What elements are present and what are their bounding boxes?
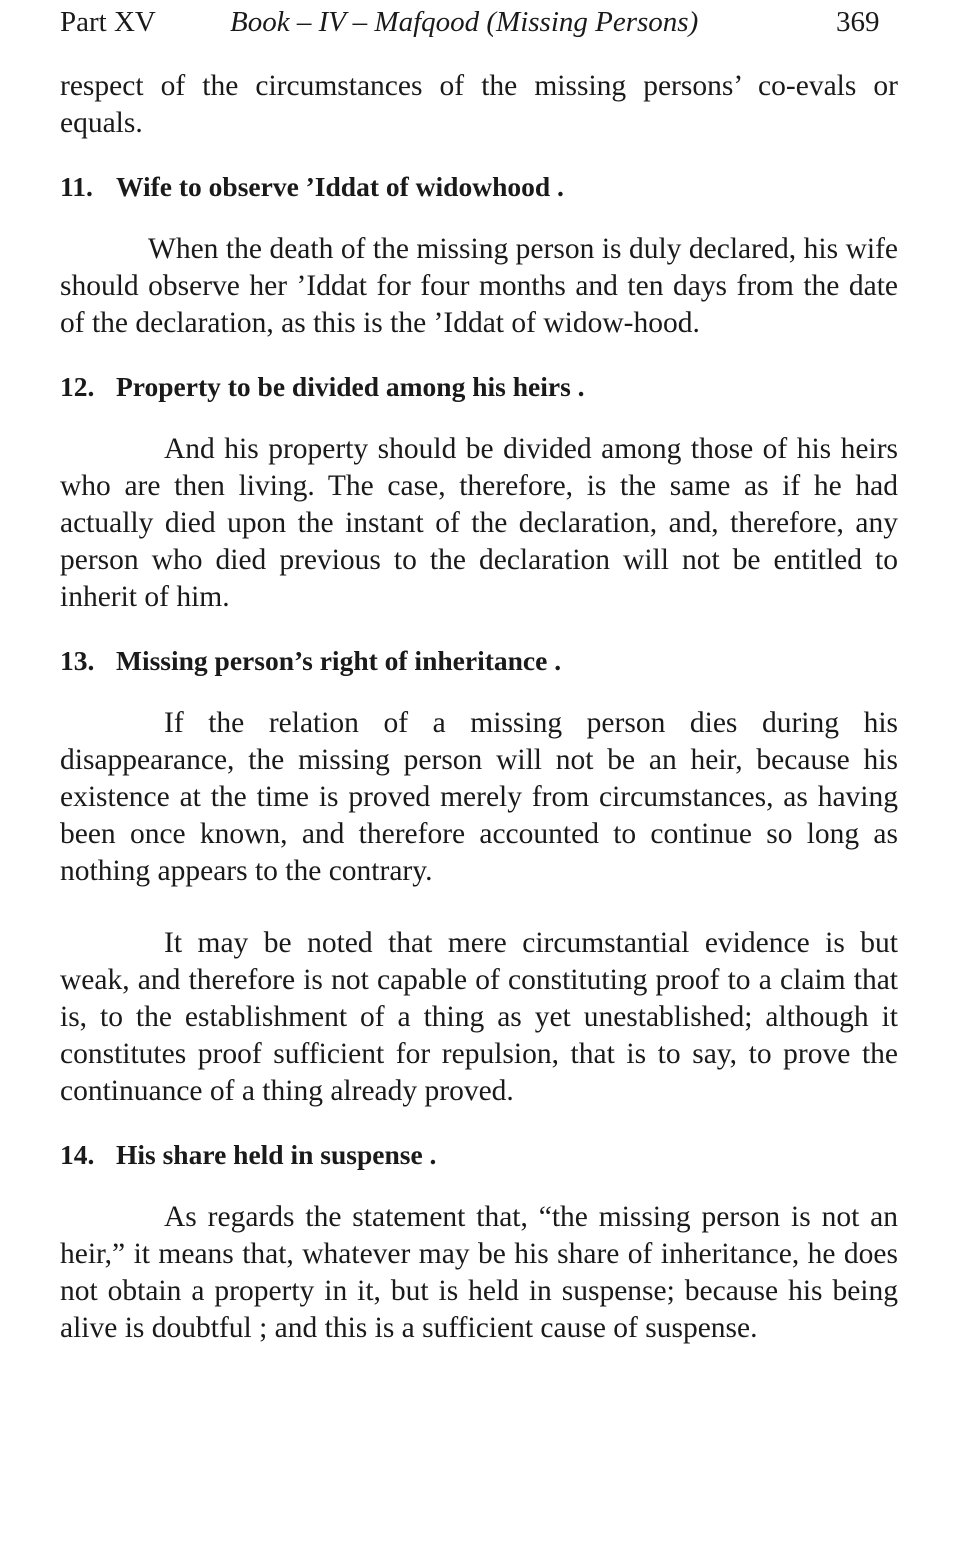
section-heading-13	[60, 642, 898, 679]
section-heading-12	[60, 368, 898, 405]
section-12-paragraph: And his property should be divided among those of his heirs who are then living. The case, therefore, is the same as if he had actually died upon the instant of the declaration, and, therefore, any person who died previous to the declaration will not be entitled to inherit of him.	[60, 433, 898, 613]
section-number: 12.	[60, 371, 95, 402]
book-page	[60, 0, 898, 1347]
section-title: Property to be divided among his heirs .	[116, 371, 585, 402]
page-number: 369	[836, 6, 880, 38]
section-number: 13.	[60, 645, 95, 676]
section-heading-14	[60, 1136, 898, 1173]
section-title: Missing person’s right of inheritance .	[116, 645, 562, 676]
section-number: 14.	[60, 1139, 95, 1170]
book-title: Book – IV – Mafqood (Missing Persons)	[230, 6, 699, 38]
section-14-paragraph: As regards the statement that, “the missing person is not an heir,” it means that, whatever may be his share of inheritance, he does not obtain a property in it, but is held in suspense; because his being alive is doubtful ; and this is a sufficient cause of suspense.	[60, 1201, 898, 1344]
running-header	[60, 0, 898, 40]
section-13-paragraph-2: It may be noted that mere circumstantial evidence is but weak, and therefore is not capable of constituting proof to a claim that is, to the establishment of a thing as yet unestablished; although it constitutes proof sufficient for repulsion, that is to say, to prove the continuance of a thing already proved.	[60, 927, 898, 1107]
continuation-paragraph: respect of the circumstances of the missing persons’ co-evals or equals.	[60, 70, 898, 139]
section-heading-11	[60, 168, 898, 205]
section-title: Wife to observe ’Iddat of widowhood .	[116, 171, 564, 202]
section-number: 11.	[60, 171, 93, 202]
section-13-paragraph-1: If the relation of a missing person dies during his disappearance, the missing person will not be an heir, because his existence at the time is proved merely from circumstances, as having been once known, and therefore accounted to continue so long as nothing appears to the contrary.	[60, 707, 898, 887]
section-11-paragraph: When the death of the missing person is duly declared, his wife should observe her ’Iddat for four months and ten days from the date of the declaration, as this is the ’Iddat of widow-hood.	[60, 233, 898, 339]
section-title: His share held in suspense .	[116, 1139, 437, 1170]
part-label: Part XV	[60, 6, 156, 38]
